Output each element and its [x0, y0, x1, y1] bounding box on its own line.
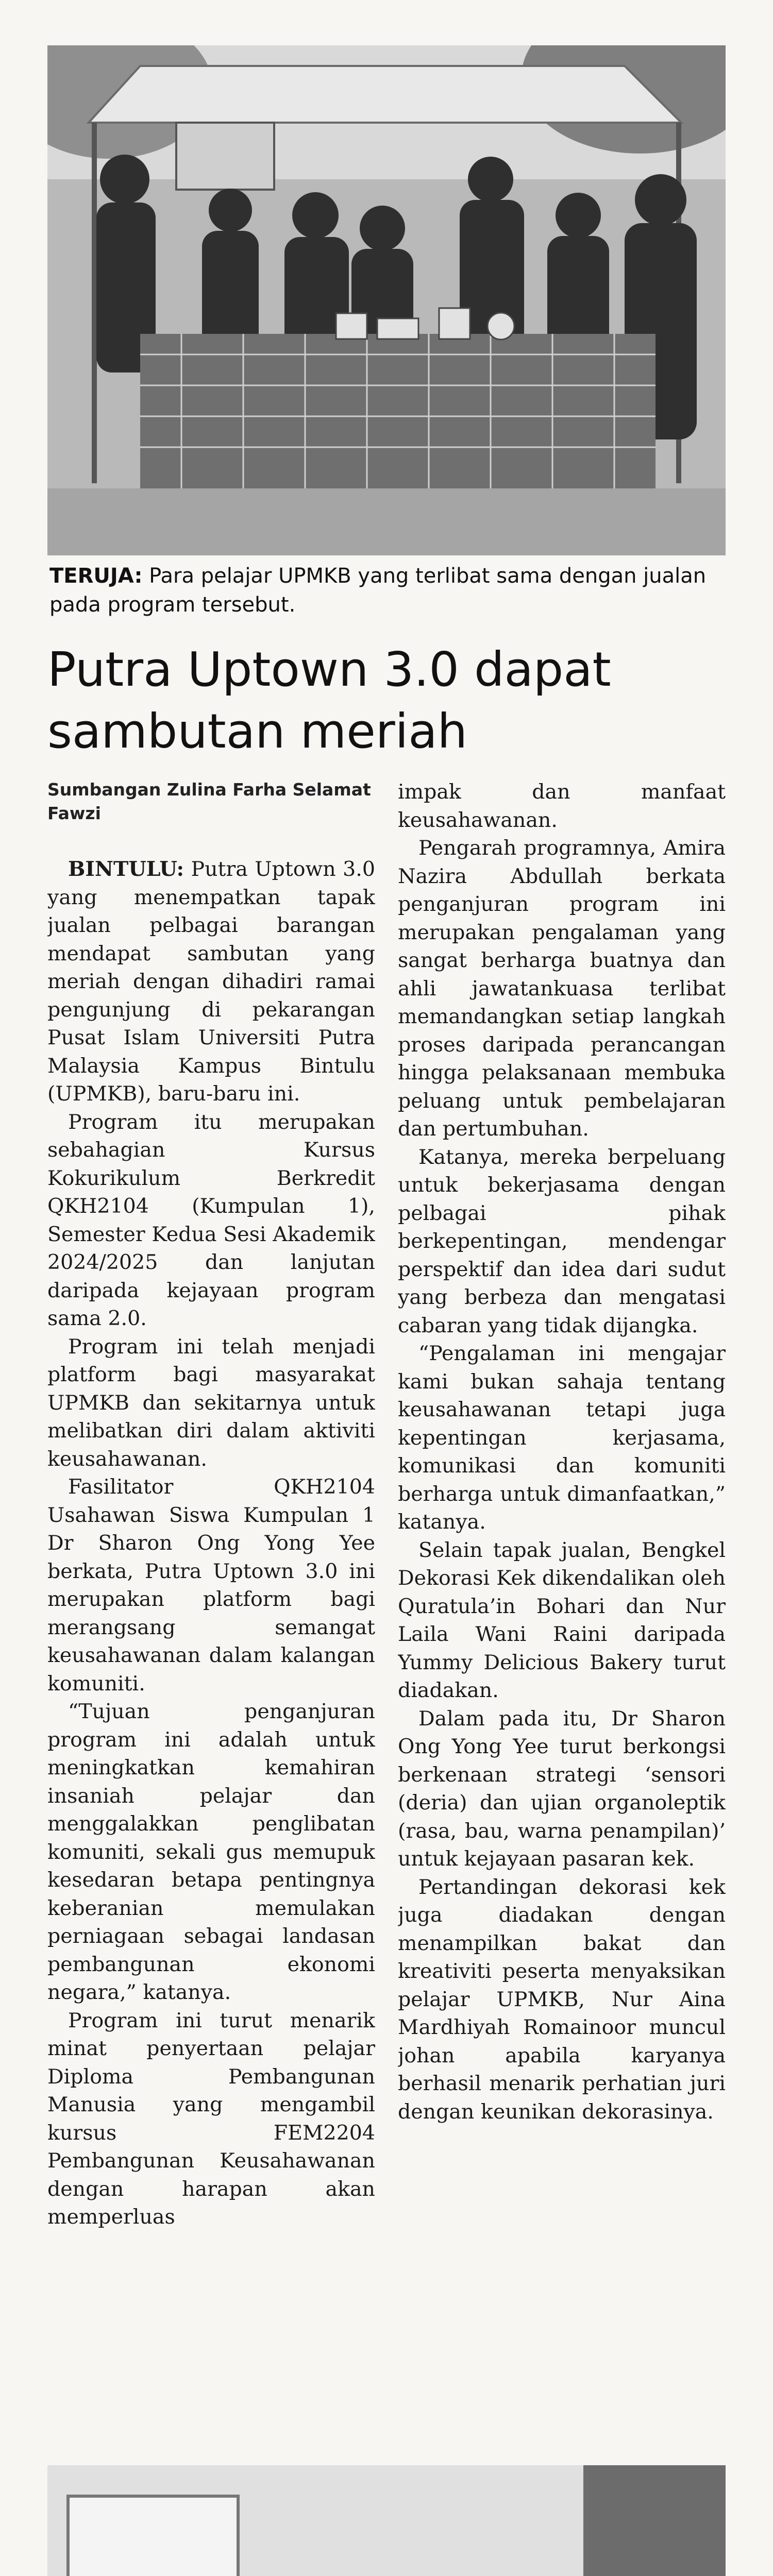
paragraph-4: Fasilitator QKH2104 Usahawan Siswa Kumpulan 1 Dr Sharon Ong Yong Yee berkata, Putra Uptown 3.0 ini merupakan platform bagi merangsang semangat keusahawanan dalam kalangan komuniti.: [47, 1475, 375, 1696]
article-column-1: [47, 778, 375, 2442]
paragraph-8: Katanya, mereka berpeluang untuk bekerjasama dengan pelbagai pihak berkepentingan, mendengar perspektif dan idea dari sudut yang berbeza dan mengatasi cabaran yang tidak dijangka.: [398, 1145, 726, 1337]
top-photo-caption: [49, 562, 725, 619]
article-body: [47, 778, 726, 2442]
paragraph-3: Program ini telah menjadi platform bagi masyarakat UPMKB dan sekitarnya untuk melibatkan diri dalam aktiviti keusahawanan.: [47, 1334, 375, 1471]
article-headline: Putra Uptown 3.0 dapat sambutan meriah: [47, 642, 611, 759]
top-photo-image: [47, 45, 726, 555]
paragraph-7: Pengarah programnya, Amira Nazira Abdullah berkata penganjuran program ini merupakan pengalaman yang sangat berharga buatnya dan ahli jawatankuasa terlibat memandangkan setiap langkah proses daripada perancangan hingga pelaksanaan membuka peluang untuk pembelajaran dan pertumbuhan.: [398, 836, 726, 1141]
top-caption-text: Para pelajar UPMKB yang terlibat sama dengan jualan pada program tersebut.: [49, 564, 707, 617]
paragraph-6-part-1: Program ini turut menarik minat penyertaan pelajar Diploma Pembangunan Manusia yang mengambil kursus FEM2204 Pembangunan Keusahawanan dengan harapan akan memperluas: [47, 2008, 375, 2229]
top-photo-stall-students: [47, 45, 726, 555]
paragraph-9: “Pengalaman ini mengajar kami bukan sahaja tentang keusahawanan tetapi juga kepentingan kerjasama, komunikasi dan komuniti berharga untuk dimanfaatkan,” katanya.: [398, 1342, 726, 1534]
paragraph-10: Selain tapak jualan, Bengkel Dekorasi Kek dikendalikan oleh Quratula’in Bohari dan Nur Laila Wani Raini daripada Yummy Delicious Bakery turut diadakan.: [398, 1538, 726, 1702]
article-column-2: [398, 778, 726, 2442]
paragraph-11: Dalam pada itu, Dr Sharon Ong Yong Yee turut berkongsi berkenaan strategi ‘sensori (deria) dan ujian organoleptik (rasa, bau, warna penampilan)’ untuk kejayaan pasaran kek.: [398, 1706, 726, 1871]
bottom-photo-house-visit: [47, 2465, 726, 2576]
paragraph-12: Pertandingan dekorasi kek juga diadakan dengan menampilkan bakat dan kreativiti peserta menyaksikan pelajar UPMKB, Nur Aina Mardhiyah Romainoor muncul johan apabila karyanya berhasil menarik perhatian juri dengan keunikan dekorasinya.: [398, 1875, 726, 2124]
paragraph-5: “Tujuan penganjuran program ini adalah untuk meningkatkan kemahiran insaniah pelajar dan menggalakkan penglibatan komuniti, sekali gus memupuk kesedaran betapa pentingnya keberanian memulakan perniagaan sebagai landasan pembangunan ekonomi negara,” katanya.: [47, 1700, 375, 2004]
paragraph-1: BINTULU: Putra Uptown 3.0 yang menempatkan tapak jualan pelbagai barangan mendapat sambutan yang meriah dengan dihadiri ramai pengunjung di pekarangan Pusat Islam Universiti Putra Malaysia Kampus Bintulu (UPMKB), baru-baru ini.: [47, 857, 375, 1106]
lead-location: BINTULU:: [68, 857, 184, 881]
paragraph-6-part-2: impak dan manfaat keusahawanan.: [398, 780, 726, 832]
bottom-photo-image: [47, 2465, 726, 2576]
article-byline: Sumbangan Zulina Farha Selamat Fawzi: [47, 779, 371, 823]
paragraph-2: Program itu merupakan sebahagian Kursus Kokurikulum Berkredit QKH2104 (Kumpulan 1), Semester Kedua Sesi Akademik 2024/2025 dan lanjutan daripada kejayaan program sama 2.0.: [47, 1110, 375, 1330]
top-caption-label: TERUJA:: [49, 564, 143, 588]
